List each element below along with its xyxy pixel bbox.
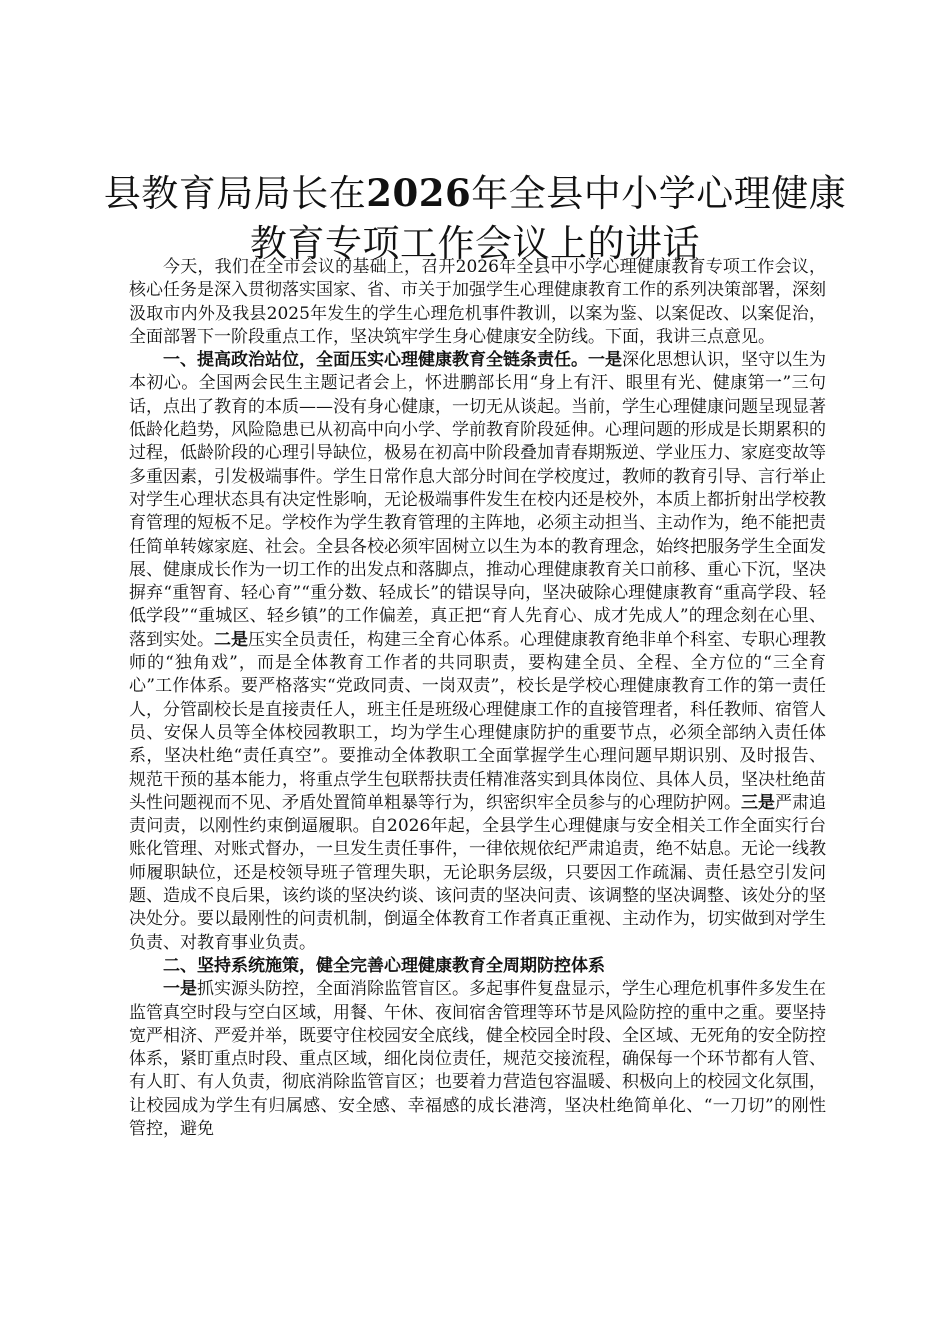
document-title — [100, 168, 850, 269]
section-1-point-2: 压实全员责任，构建三全育心体系。心理健康教育绝非单个科室、专职心理教师的“独角戏”，而是全体教育工作者的共同职责，要构建全员、全程、全方位的“三全育心”工作体系。要严格落实“党政同责、一岗双责”，校长是学校心理健康教育工作的第一责任人，分管副校长是直接责任人，班主任是班级心理健康工作的直接管理者，科任教师、宿管人员、安保人员等全体校园教职工，均为学生心理健康防护的重要节点，必须全部纳入责任体系，坚决杜绝“责任真空”。要推动全体教职工全面掌握学生心理问题早期识别、及时报告、规范干预的基本能力，将重点学生包联帮扶责任精准落实到具体岗位、具体人员，坚决杜绝苗头性问题视而不见、矛盾处置简单粗暴等行为，织密织牢全员参与的心理防护网。 — [129, 629, 826, 813]
intro-paragraph: 今天，我们在全市会议的基础上，召开2026年全县中小学心理健康教育专项工作会议，核心任务是深入贯彻落实国家、省、市关于加强学生心理健康教育工作的系列决策部署，深刻汲取市内外及我县2025年发生的学生心理危机事件教训，以案为鉴、以案促改、以案促治，全面部署下一阶段重点工作，坚决筑牢学生身心健康安全防线。下面，我讲三点意见。 — [129, 257, 826, 347]
section-2-marker-1: 一是 — [163, 979, 197, 1000]
section-1-marker-3: 三是 — [741, 792, 775, 813]
section-1-paragraph — [129, 349, 826, 955]
section-2-paragraph — [129, 978, 826, 1141]
title-line-1-pre: 县教育局局长在 — [103, 172, 367, 215]
title-line-2: 教育专项工作会议上的讲话 — [250, 222, 700, 265]
title-year: 2026 — [366, 171, 472, 215]
section-1-marker-1: 一是 — [588, 350, 622, 371]
title-line-1 — [100, 168, 850, 219]
section-1-point-3: 严肃追责问责，以刚性约束倒逼履职。自2026年起，全县学生心理健康与安全相关工作全面实行台账化管理、对账式督办，一旦发生责任事件，一律依规依纪严肃追责，绝不姑息。无论一线教师履职缺位，还是校领导班子管理失职，无论职务层级，只要因工作疏漏、责任悬空引发问题、造成不良后果，该约谈的坚决约谈、该问责的坚决问责、该调整的坚决调整、该处分的坚决处分。要以最刚性的问责机制，倒逼全体教育工作者真正重视、主动作为，切实做到对学生负责、对教育事业负责。 — [129, 792, 826, 953]
section-2-heading: 二、坚持系统施策，健全完善心理健康教育全周期防控体系 — [163, 955, 605, 976]
section-1-heading: 一、提高政治站位，全面压实心理健康教育全链条责任。 — [163, 350, 588, 371]
section-1-marker-2: 二是 — [214, 629, 248, 650]
section-2-point-1: 抓实源头防控，全面消除监管盲区。多起事件复盘显示，学生心理危机事件多发生在监管真空时段与空白区域，用餐、午休、夜间宿舍管理等环节是风险防控的重中之重。要坚持宽严相济、严爱并举，既要守住校园安全底线，健全校园全时段、全区域、无死角的安全防控体系，紧盯重点时段、重点区域，细化岗位责任，规范交接流程，确保每一个环节都有人管、有人盯、有人负责，彻底消除监管盲区；也要着力营造包容温暖、积极向上的校园文化氛围，让校园成为学生有归属感、安全感、幸福感的成长港湾，坚决杜绝简单化、“一刀切”的刚性管控，避免 — [129, 979, 826, 1139]
section-1-point-1: 深化思想认识，坚守以生为本初心。全国两会民生主题记者会上，怀进鹏部长用“身上有汗、眼里有光、健康第一”三句话，点出了教育的本质——没有身心健康，一切无从谈起。当前，学生心理健康问题呈现显著低龄化趋势，风险隐患已从初高中向小学、学前教育阶段延伸。心理问题的形成是长期累积的过程，低龄阶段的心理引导缺位，极易在初高中阶段叠加青春期叛逆、学业压力、家庭变故等多重因素，引发极端事件。学生日常作息大部分时间在学校度过，教师的教育引导、言行举止对学生心理状态具有决定性影响，无论极端事件发生在校内还是校外，本质上都折射出学校教育管理的短板不足。学校作为学生教育管理的主阵地，必须主动担当、主动作为，绝不能把责任简单转嫁家庭、社会。全县各校必须牢固树立以生为本的教育理念，始终把服务学生全面发展、健康成长作为一切工作的出发点和落脚点，推动心理健康教育关口前移、重心下沉，坚决摒弃“重智育、轻心育”“重分数、轻成长”的错误导向，坚决破除心理健康教育“重高学段、轻低学段”“重城区、轻乡镇”的工作偏差，真正把“育人先育心、成才先成人”的理念刻在心里、落到实处。 — [129, 350, 826, 650]
title-line-1-post: 年全县中小学心理健康 — [471, 172, 847, 215]
document-body — [129, 256, 826, 1141]
